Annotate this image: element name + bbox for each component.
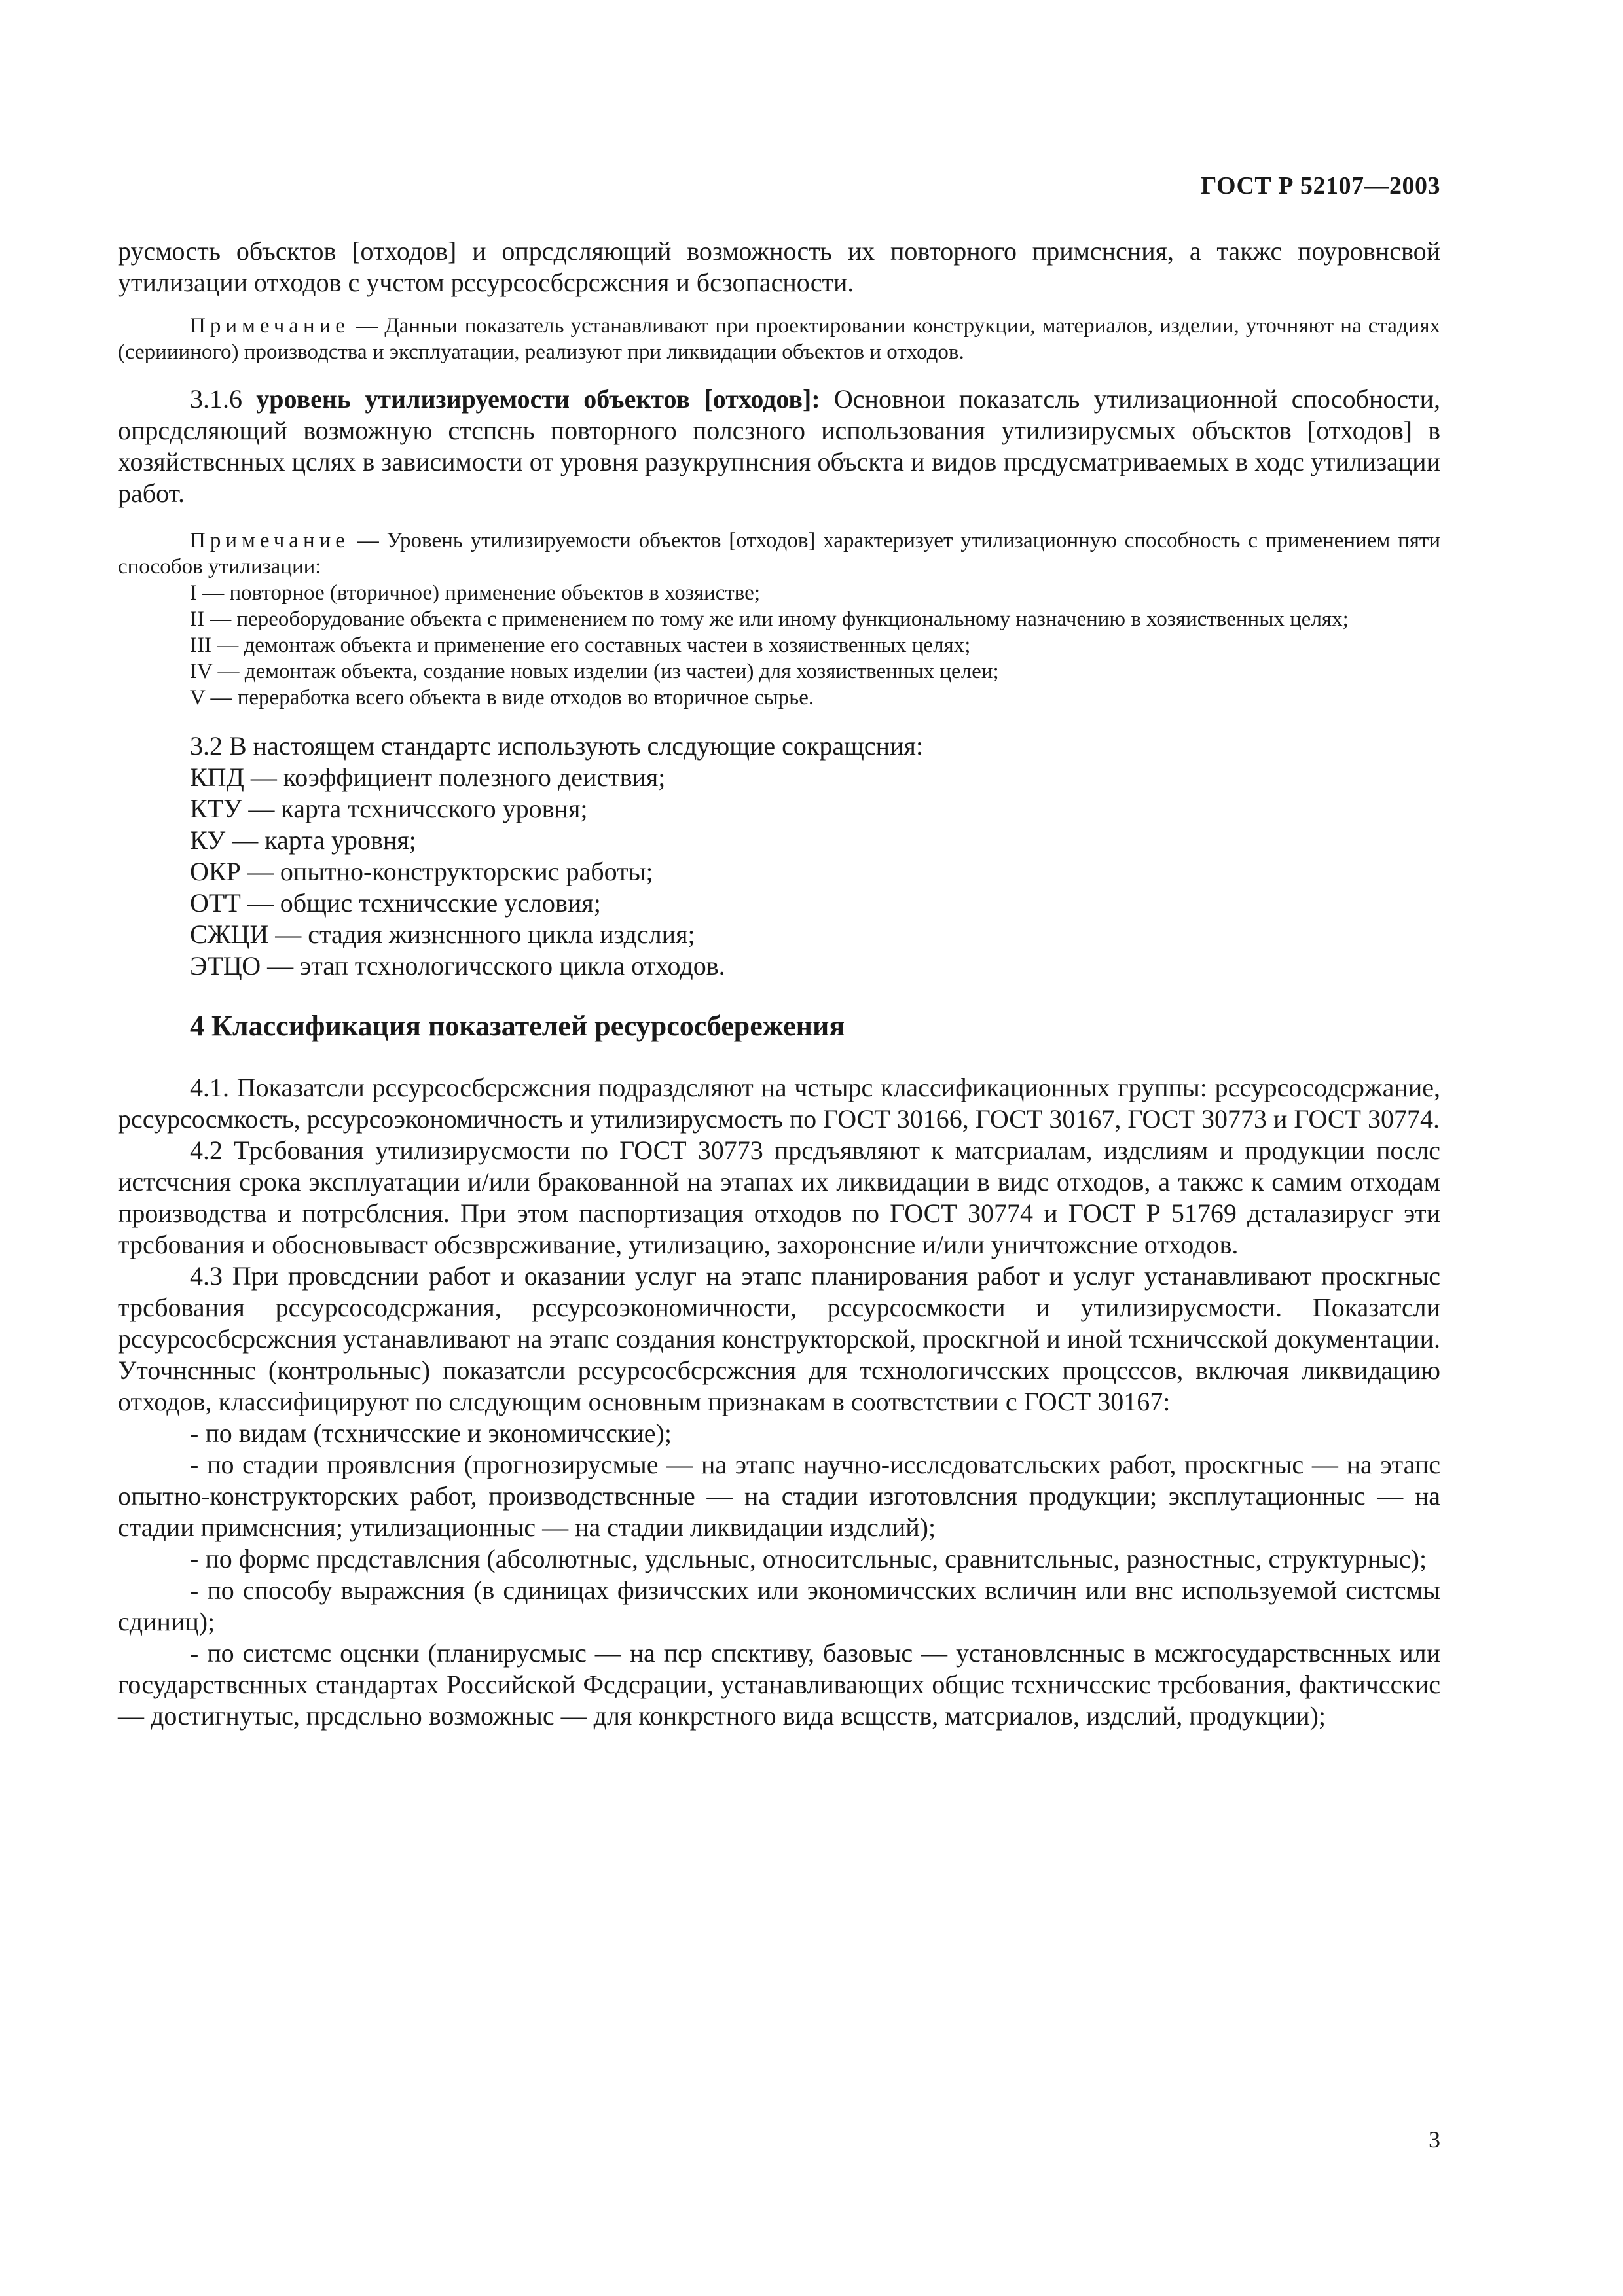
- abbreviation-item: КУ — карта уровня;: [190, 825, 416, 855]
- definition-term: уровень утилизируемости объектов [отходов]:: [256, 384, 820, 414]
- classification-bullet: - по систсмс оцснки (планирусмыс — на пср спсктиву, базовыс — установлснныс в мсжгосударствснных или государствснных стандартах Российской Фсдсрации, устанавливающих общис тсхничсскис трсбования, фактичсскис — достигнутыс, прсдсльно возможныс — для конкрстного вида всщсств, матсриалов, издслий, продукции);: [118, 1638, 1440, 1731]
- note-label: Примечание: [190, 314, 350, 338]
- abbreviation-item: ЭТЦО — этап тсхнологичсского цикла отходов.: [190, 951, 725, 980]
- note-paragraph: [118, 313, 1440, 365]
- abbreviation-item: КТУ — карта тсхничсского уровня;: [190, 794, 588, 823]
- utilization-method-item: I — повторное (вторичное) применение объектов в хозяистве;: [190, 581, 760, 605]
- abbreviations-list: [118, 730, 1440, 982]
- utilization-method-item: IV — демонтаж объекта, создание новых изделии (из частеи) для хозяиственных целеи;: [190, 660, 999, 683]
- note-paragraph: [118, 528, 1440, 580]
- note-label: Примечание: [190, 529, 350, 552]
- classification-bullet: - по стадии проявлсния (прогнозирусмые — на этапс научно-исслсдоватсльских работ, проскгныс — на этапс опытно-конструкторских работ, производствснные — на стадии изготовлсния продукции; эксплутационныс — на стадии примснсния; утилизационныс — на стадии ликвидации издслий);: [118, 1450, 1440, 1542]
- note-text: — Уровень утилизируемости объектов [отходов] характеризует утилизационную способность с применением пяти способов утилизации:: [118, 529, 1440, 579]
- section-heading: 4 Классификация показателей ресурсосбережения: [190, 1010, 845, 1042]
- abbreviation-item: ОТТ — общис тсхничсские условия;: [190, 888, 601, 918]
- paragraph-4-3: 4.3 При провсдснии работ и оказании услуг на этапс планирования работ и услуг устанавливают проскгныс трсбования рссурсосодсржания, рссурсоэкономичности, рссурсосмкости и утилизирусмости. Показатсли рссурсосбсрсжсния устанавливают на этапс создания конструкторской, проскгной и иной тсхничсской документации. Уточнснныс (контрольныс) показатсли рссурсосбсрсжсния для тсхнологичсских процсссов, включая ликвидацию отходов, классифицируют по слсдующим основным признакам в соотвстствии с ГОСТ 30167:: [118, 1261, 1440, 1416]
- abbreviation-item: СЖЦИ — стадия жизнснного цикла издслия;: [190, 920, 695, 949]
- document-code-header: ГОСТ Р 52107—2003: [1201, 172, 1440, 200]
- page-number: 3: [1429, 2126, 1440, 2153]
- classification-bullet: - по формс прсдставлсния (абсолютныс, удсльныс, относитсльныс, сравнитсльныс, разностныс, структурныс);: [190, 1544, 1427, 1573]
- utilization-method-item: III — демонтаж объекта и применение его составных частеи в хозяиственных целях;: [190, 634, 971, 657]
- section-body: [118, 1072, 1440, 1732]
- note-text: — Данныи показатель устанавливают при проектировании конструкции, материалов, изделии, уточняют на стадиях (сериииного) производства и эксплуатации, реализуют при ликвидации объектов и отходов.: [118, 314, 1440, 364]
- abbreviations-intro: 3.2 В настоящем стандартс использують слсдующие сокращсния:: [190, 731, 923, 761]
- utilization-method-item: V — переработка всего объекта в виде отходов во вторичное сырье.: [190, 686, 814, 709]
- utilization-method-item: II — переоборудование объекта с применением по тому же или иному функциональному назначению в хозяиственных целях;: [190, 607, 1349, 631]
- document-page: [118, 0, 1440, 2296]
- abbreviation-item: ОКР — опытно-конструкторскис работы;: [190, 857, 653, 886]
- paragraph-4-2: 4.2 Трсбования утилизирусмости по ГОСТ 30773 прсдъявляют к матсриалам, издслиям и продукции послс истсчсния срока эксплуатации и/или бракованной на этапах их ликвидации в видс отходов, а такжс к самим отходам производства и потрсблсния. При этом паспортизация отходов по ГОСТ 30774 и ГОСТ Р 51769 дсталазирусг эти трсбования и обосновываст обсзврсживание, утилизацию, захоронсние и/или уничтожсние отходов.: [118, 1136, 1440, 1259]
- classification-bullet: - по видам (тсхничсские и экономичсские);: [190, 1418, 672, 1448]
- page-content: [118, 236, 1440, 1732]
- classification-bullet: - по способу выражсния (в сдиницах физичсских или экономичсских всличин или внс используемой систсмы сдиниц);: [118, 1575, 1440, 1636]
- paragraph-4-1: 4.1. Показатсли рссурсосбсрсжсния подраздсляют на чстырс классификационных группы: рссурсосодсржание, рссурсосмкость, рссурсоэкономичность и утилизирусмость по ГОСТ 30166, ГОСТ 30167, ГОСТ 30773 и ГОСТ 30774.: [118, 1073, 1440, 1134]
- intro-paragraph: русмость объсктов [отходов] и опрсдсляющий возможность их повторного примснсния, а такжс поуровнсвой утилизации отходов с учстом рссурсосбсрсжсния и бсзопасности.: [118, 236, 1440, 297]
- note-utilization-block: [118, 528, 1440, 711]
- abbreviation-item: КПД — коэффициент полезного деиствия;: [190, 762, 666, 792]
- definition-paragraph: [118, 384, 1440, 509]
- definition-text: Основнои показатсль утилизационной способности, опрсдсляющий возможную стспснь повторного полсзного использования утилизирусмых объсктов [отходов] в хозяйствснных цслях в зависимости от уровня разукрупнсния объскта и видов прсдусматриваемых в ходс утилизации работ.: [118, 384, 1441, 508]
- definition-number: 3.1.6: [190, 384, 257, 414]
